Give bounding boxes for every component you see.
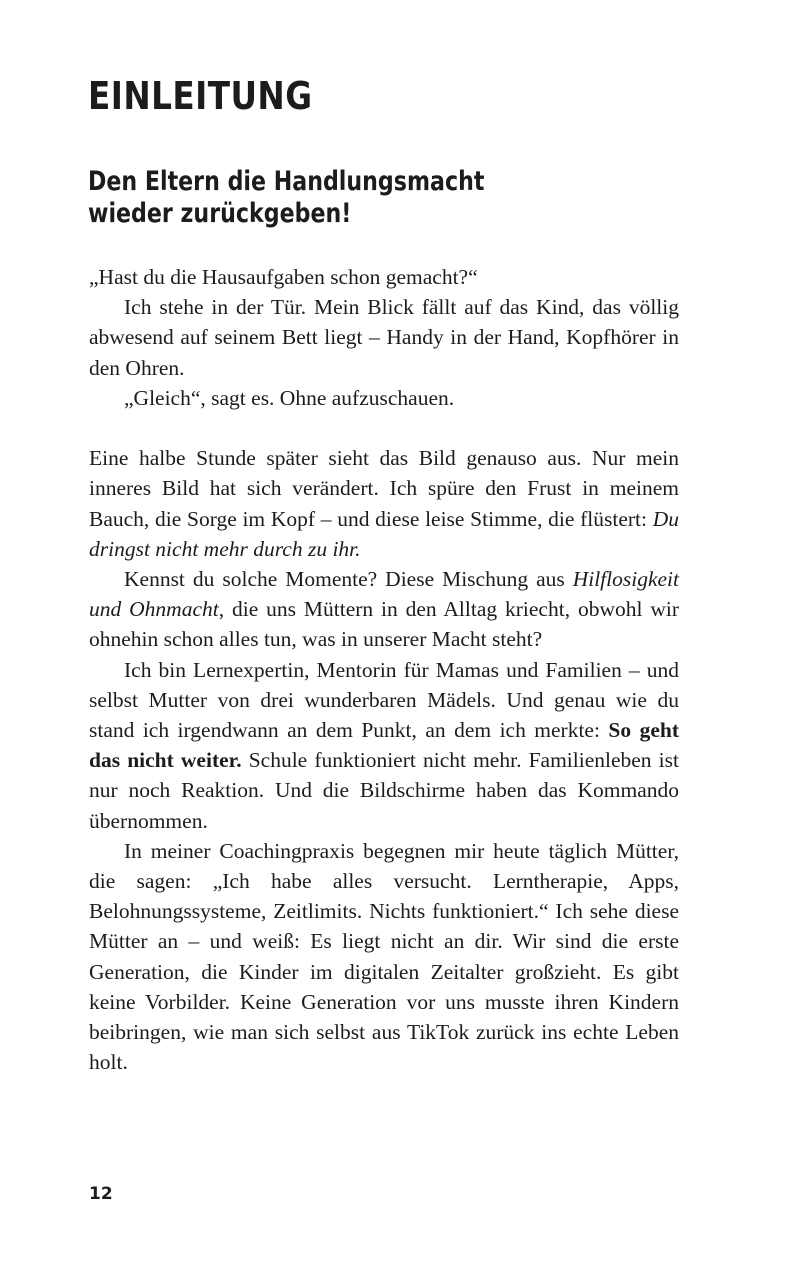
- paragraph-6-text-start: Ich bin Lernexpertin, Mentorin für Mamas und Familien – und selbst Mutter von drei wunderbaren Mädels. Und genau wie du stand ich irgendwann an dem Punkt, an dem ich merkte:: [89, 657, 679, 743]
- paragraph-5-italic: Hilflosigkeit und Ohnmacht: [89, 567, 679, 622]
- paragraph-7: In meiner Coachingpraxis begegnen mir heute täglich Mütter, die sagen: „Ich habe alles versucht. Lerntherapie, Apps, Belohnungssysteme, Zeitlimits. Nichts funktioniert.“ Ich sehe diese Mütter an – und weiß: Es liegt nicht an dir. Wir sind die erste Generation, die Kinder im digitalen Zeitalter großzieht. Es gibt keine Vorbilder. Keine Generation vor uns musste ihren Kindern beibringen, wie man sich selbst aus TikTok zurück ins echte Leben holt.: [89, 838, 679, 1075]
- section-gap: [89, 413, 679, 443]
- paragraph-5-text-end: , die uns Müttern in den Alltag kriecht, obwohl wir ohnehin schon alles tun, was in unserer Macht steht?: [89, 597, 679, 652]
- chapter-subtitle: [88, 166, 484, 230]
- body-text: [89, 262, 679, 1077]
- paragraph-4-text: Eine halbe Stunde später sieht das Bild genauso aus. Nur mein inneres Bild hat sich verändert. Ich spüre den Frust in meinem Bauch, die Sorge im Kopf – und diese leise Stimme, die flüstert:: [89, 446, 679, 531]
- paragraph-4-italic: Du dringst nicht mehr durch zu ihr.: [89, 506, 679, 561]
- paragraph-3: „Gleich“, sagt es. Ohne aufzuschauen.: [124, 385, 455, 410]
- paragraph-6-bold: So geht das nicht weiter.: [89, 718, 679, 773]
- paragraph-1: „Hast du die Hausaufgaben schon gemacht?“: [89, 265, 478, 289]
- paragraph-6-text-end: Schule funktioniert nicht mehr. Familienleben ist nur noch Reaktion. Und die Bildschirme haben das Kommando übernommen.: [89, 748, 679, 833]
- paragraph-4: [89, 443, 679, 564]
- paragraph-6: [89, 655, 679, 836]
- page-number: 12: [89, 1184, 113, 1204]
- subtitle-line-2: wieder zurückgeben!: [88, 198, 352, 229]
- chapter-title: EINLEITUNG: [88, 74, 313, 118]
- paragraph-5: [89, 564, 679, 655]
- subtitle-line-1: Den Eltern die Handlungsmacht: [88, 166, 485, 197]
- paragraph-5-text-start: Kennst du solche Momente? Diese Mischung aus: [124, 567, 573, 592]
- paragraph-2: Ich stehe in der Tür. Mein Blick fällt auf das Kind, das völlig abwesend auf seinem Bett liegt – Handy in der Hand, Kopfhörer in den Ohren.: [89, 295, 679, 380]
